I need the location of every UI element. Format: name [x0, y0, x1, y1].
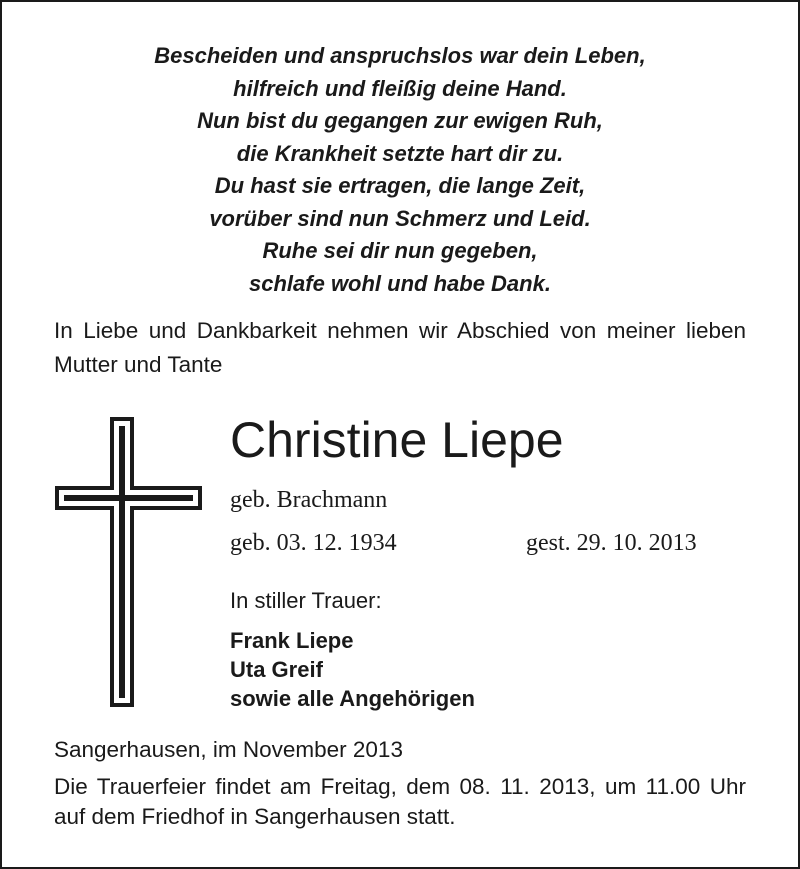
funeral-notice: Die Trauerfeier findet am Freitag, dem 08. 11. 2013, um 11.00 Uhr auf dem Friedhof in Sangerhausen statt. — [54, 774, 746, 829]
poem-line: Bescheiden und anspruchslos war dein Leben, — [154, 43, 646, 68]
poem-line: Nun bist du gegangen zur ewigen Ruh, — [197, 108, 603, 133]
poem-line: schlafe wohl und habe Dank. — [249, 270, 551, 296]
place-and-date: Sangerhausen, im November 2013 — [54, 737, 403, 762]
poem-line: vorüber sind nun Schmerz und Leid. — [209, 205, 591, 231]
mourner-name: Frank Liepe — [230, 628, 354, 653]
memorial-poem — [2, 40, 798, 300]
mourner-name: sowie alle Angehörigen — [230, 686, 475, 711]
deceased-name: Christine Liepe — [230, 412, 564, 468]
mourners-list — [230, 626, 475, 713]
christian-cross-icon — [54, 416, 204, 708]
farewell-intro: In Liebe und Dankbarkeit nehmen wir Abschied von meiner lieben Mutter und Tante — [54, 318, 746, 377]
poem-line: Du hast sie ertragen, die lange Zeit, — [214, 173, 586, 198]
mourning-label: In stiller Trauer: — [230, 588, 382, 613]
poem-line: die Krankheit setzte hart dir zu. — [236, 140, 564, 166]
birth-date: geb. 03. 12. 1934 — [230, 530, 397, 556]
poem-line: hilfreich und fleißig deine Hand. — [233, 75, 567, 101]
death-date: gest. 29. 10. 2013 — [526, 530, 697, 556]
poem-line: Ruhe sei dir nun gegeben, — [262, 238, 538, 263]
mourner-name: Uta Greif — [230, 657, 323, 682]
maiden-name: geb. Brachmann — [230, 487, 388, 513]
